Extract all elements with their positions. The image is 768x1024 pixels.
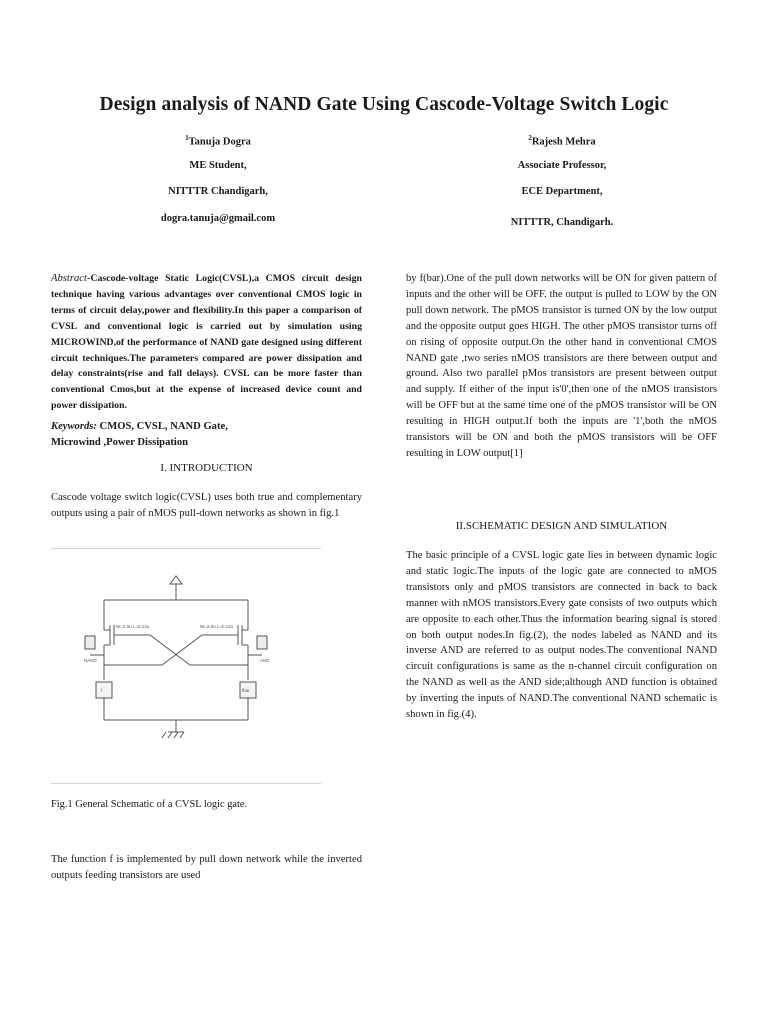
col2-top-paragraph: by f(bar).One of the pull down networks will be ON for given pattern of inputs and the other will be OFF. the output is pulled to LOW by the ON pull down network. The pMOS transistor is turned ON by the low output and the opposite output goes HIGH. The other pMOS transistor turns off on rising of opposite output.On the other hand in conventional CMOS NAND gate ,two series nMOS transistors are there between output and ground. Also two parallel pMos transistors are present between output and supply. If either of the input is'0',then one of the nMOS transistors will be OFF but at the same time one of the pMOS transistor will be ON resulting in HIGH output.If both the inputs are '1',both the nMOS transistors will be ON and both the pMOS transistors will be OFF resulting in LOW output[1] <box>406 273 717 459</box>
figure-top-rule <box>51 548 321 549</box>
col1-continued-paragraph: The function f is implemented by pull down network while the inverted outputs feeding transistors are used <box>51 854 362 881</box>
figure-1-caption: Fig.1 General Schematic of a CVSL logic gate. <box>51 799 248 810</box>
author-1-role: ME Student, <box>189 160 247 171</box>
right-block-label: fbar <box>242 688 250 693</box>
abstract-label: Abstract- <box>51 273 91 284</box>
keywords <box>51 419 266 451</box>
f-block <box>96 682 112 698</box>
author-1 <box>118 134 318 234</box>
section-1-heading: I. INTRODUCTION <box>160 462 253 474</box>
vdd-symbol <box>170 576 182 584</box>
section-2-heading: II.SCHEMATIC DESIGN AND SIMULATION <box>455 520 668 532</box>
author-2-name: $^2$Rajesh Mehra <box>528 134 596 148</box>
author-2-dept: ECE Department, <box>521 186 603 197</box>
left-block-label: f <box>101 688 103 693</box>
author-2 <box>462 134 662 234</box>
author-1-name: $^1$Tanuja Dogra <box>185 134 251 148</box>
right-output-label: AND <box>260 658 270 663</box>
abstract-text: Cascode-voltage Static Logic(CVSL),a CMOS circuit design technique having various advantages over conventional CMOS logic in terms of circuit delay,power and flexibility.In this paper a comparison of CVSL and conventional logic is carried out by simulation using MICROWIND,of the performance of NAND gate designed using different circuit techniques.The parameters compared are power dissipation and delay constraints(rise and fall delays). CVSL can be more faster than conventional Cmos,but at the expense of increased device count and power dissipation. <box>51 273 362 412</box>
cvsl-schematic-figure <box>80 570 290 750</box>
nand-output-probe <box>85 636 95 649</box>
right-device-label: W=2.0u L=0.12u <box>200 624 234 629</box>
abstract <box>51 271 362 414</box>
and-output-probe <box>257 636 267 649</box>
paper-title: Design analysis of NAND Gate Using Cascode-Voltage Switch Logic <box>99 94 669 115</box>
author-1-org: NITTTR Chandigarh, <box>168 186 268 197</box>
author-1-email: dogra.tanuja@gmail.com <box>160 213 276 224</box>
keywords-text: CMOS, CVSL, NAND Gate, Microwind ,Power Dissipation <box>51 421 228 448</box>
keywords-label: Keywords: <box>51 421 97 432</box>
intro-paragraph: Cascode voltage switch logic(CVSL) uses both true and complementary outputs using a pair of nMOS pull-down networks as shown in fig.1 <box>51 492 362 519</box>
author-2-role: Associate Professor, <box>517 160 607 171</box>
author-2-org: NITTTR, Chandigarh. <box>510 217 614 228</box>
figure-bottom-rule <box>51 783 321 784</box>
left-output-label: NAND <box>84 658 97 663</box>
section-2-paragraph: The basic principle of a CVSL logic gate lies in between dynamic logic and static logic.The inputs of the logic gate are connected to nMOS transistors only and pMOS transistors are connected in back to back manner with nMOS transistors.Every gate consists of two outputs which are opposite to each other.Thus the information bearing signal is stored on both output nodes.In fig.(2), the nodes labeled as NAND and its inverse AND are referred to as output nodes.The conventional NAND circuit configurations is same as the n-channel circuit configuration on the NAND as well as the AND side;although AND function is obtained by inverting the inputs of NAND.The conventional NAND schematic is shown in fig.(4). <box>406 550 717 721</box>
left-device-label: W=2.0u L=0.12u <box>116 624 150 629</box>
